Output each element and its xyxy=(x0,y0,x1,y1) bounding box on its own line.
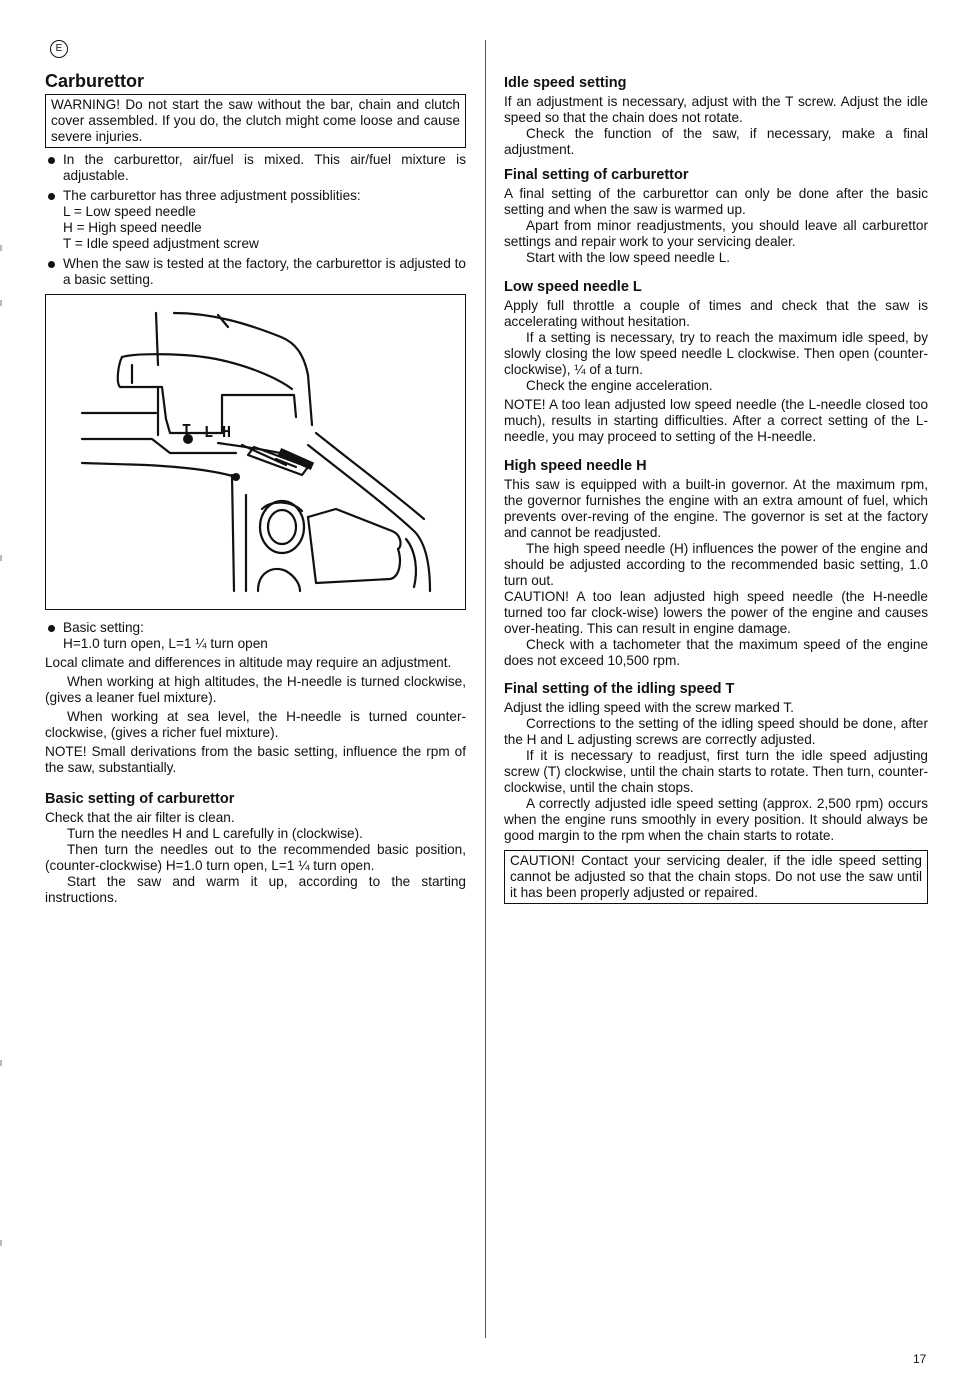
paragraph: If an adjustment is necessary, adjust with the T screw. Adjust the idle speed so that the chain does not rotate. xyxy=(504,94,928,125)
paragraph: Check with a tachometer that the maximum speed of the engine does not exceed 10,500 rpm. xyxy=(504,637,928,668)
paragraph: Corrections to the setting of the idling speed should be done, after the H and L adjusting screws are correctly adjusted. xyxy=(504,716,928,747)
paragraph: Apart from minor readjustments, you should leave all carburettor settings and repair work to your servicing dealer. xyxy=(504,218,928,249)
paragraph: Then turn the needles out to the recommended basic position, (counter-clockwise) H=1.0 turn open, L=1 ¼ turn open. xyxy=(45,842,466,873)
page-number: 17 xyxy=(913,1352,927,1366)
section-heading: Final setting of carburettor xyxy=(504,167,689,183)
binding-mark xyxy=(0,555,2,561)
right-column xyxy=(504,74,928,908)
paragraph: Turn the needles H and L carefully in (clockwise). xyxy=(67,826,363,841)
caution-box: CAUTION! Contact your servicing dealer, if the idle speed setting cannot be adjusted so that the chain stops. Do not use the saw until it has been properly adjusted or repaired. xyxy=(504,850,928,904)
paragraph: Check that the air filter is clean. xyxy=(45,810,235,825)
paragraph: Adjust the idling speed with the screw marked T. xyxy=(504,700,794,715)
paragraph: A correctly adjusted idle speed setting (approx. 2,500 rpm) occurs when the engine runs smoothly in every position. It should always be good margin to the rpm when the chain starts to rotate. xyxy=(504,796,928,843)
binding-mark xyxy=(0,245,2,251)
paragraph: Check the engine acceleration. xyxy=(526,378,713,393)
section-heading: Final setting of the idling speed T xyxy=(504,681,735,697)
section-heading: High speed needle H xyxy=(504,458,647,474)
figure-label-l: L xyxy=(204,423,214,441)
section-heading: Idle speed setting xyxy=(504,75,627,91)
sub-item: L = Low speed needle xyxy=(63,204,196,219)
list-item: When the saw is tested at the factory, the carburettor is adjusted to a basic setting. xyxy=(45,256,466,288)
list-item: In the carburettor, air/fuel is mixed. This air/fuel mixture is adjustable. xyxy=(45,152,466,184)
figure-label-t: T xyxy=(182,421,192,439)
column-divider xyxy=(485,40,486,1338)
paragraph: A final setting of the carburettor can only be done after the basic setting and when the saw is warmed up. xyxy=(504,186,928,217)
paragraph: If it is necessary to readjust, first turn the idle speed adjusting screw (T) clockwise, until the chain starts to rotate. Then turn, counter-clockwise, until the chain stops. xyxy=(504,748,928,795)
section-heading: Low speed needle L xyxy=(504,279,642,295)
paragraph: CAUTION! A too lean adjusted high speed needle (the H-needle turned too far clock-wise) lowers the power of the engine and causes over-heating. This can result in engine damage. xyxy=(504,589,928,636)
paragraph: This saw is equipped with a built-in governor. At the maximum rpm, the governor furnishes the engine with an extra amount of fuel, which prevents over-reving of the engine. The governor is set at the factory and cannot be readjusted. xyxy=(504,477,928,540)
paragraph: Check the function of the saw, if necessary, make a final adjustment. xyxy=(504,126,928,157)
page-title: Carburettor xyxy=(45,71,145,91)
paragraph: If a setting is necessary, try to reach the maximum idle speed, by slowly closing the low speed needle L clockwise. Then open (counter-clockwise), ¼ of a turn. xyxy=(504,330,928,377)
paragraph: When working at sea level, the H-needle is turned counter-clockwise, (gives a richer fuel mixture). xyxy=(45,709,466,740)
binding-mark xyxy=(0,1240,2,1246)
list-item: The carburettor has three adjustment possiblities: L = Low speed needle H = High speed needle T = Idle speed adjustment screw xyxy=(45,188,466,252)
intro-list xyxy=(45,152,466,288)
paragraph: When working at high altitudes, the H-needle is turned clockwise, (gives a leaner fuel mixture). xyxy=(45,674,466,705)
basic-setting-list xyxy=(45,620,466,652)
bullet-icon xyxy=(48,193,55,200)
basic-setting-value: H=1.0 turn open, L=1 ¼ turn open xyxy=(63,636,268,651)
sub-item: H = High speed needle xyxy=(63,220,202,235)
figure-label-h: H xyxy=(222,423,232,441)
language-badge: E xyxy=(50,40,68,58)
paragraph: NOTE! Small derivations from the basic setting, influence the rpm of the saw, substantially. xyxy=(45,744,466,775)
paragraph: Apply full throttle a couple of times and check that the saw is accelerating without hesitation. xyxy=(504,298,928,329)
binding-mark xyxy=(0,300,2,306)
list-item: Basic setting: H=1.0 turn open, L=1 ¼ turn open xyxy=(45,620,466,652)
carburettor-figure xyxy=(45,294,466,610)
left-column xyxy=(45,60,466,906)
paragraph: NOTE! A too lean adjusted low speed needle (the L-needle closed too much), results in starting difficulties. After a correct setting of the L-needle, you may proceed to setting of the H-needle. xyxy=(504,397,928,444)
bullet-icon xyxy=(48,625,55,632)
paragraph: Start with the low speed needle L. xyxy=(526,250,731,265)
paragraph: Local climate and differences in altitude may require an adjustment. xyxy=(45,655,452,670)
sub-item: T = Idle speed adjustment screw xyxy=(63,236,259,251)
binding-mark xyxy=(0,1060,2,1066)
carburettor-illustration xyxy=(46,295,465,609)
warning-box: WARNING! Do not start the saw without the bar, chain and clutch cover assembled. If you do, the clutch might come loose and cause severe injuries. xyxy=(45,94,466,148)
section-heading: Basic setting of carburettor xyxy=(45,791,235,807)
paragraph: Start the saw and warm it up, according to the starting instructions. xyxy=(45,874,466,905)
bullet-icon xyxy=(48,261,55,268)
paragraph: The high speed needle (H) influences the power of the engine and should be adjusted according to the recommended basic setting, 1.0 turn out. xyxy=(504,541,928,588)
bullet-icon xyxy=(48,157,55,164)
